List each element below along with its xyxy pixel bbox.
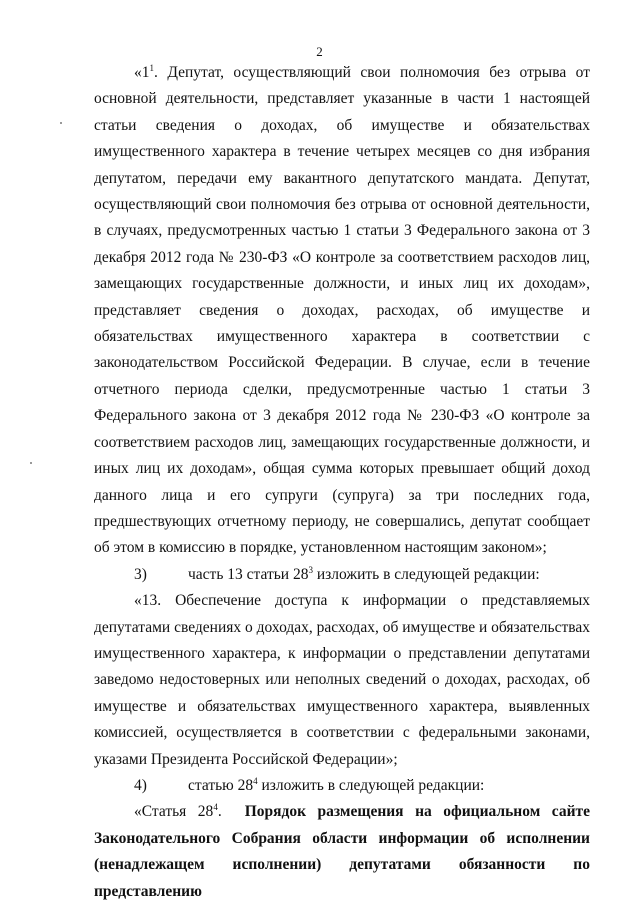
article-title: Порядок размещения на официальном сайте Законодательного Собрания области информации об исполнении (ненадлежащем исполнении) депутатами обязанности по представлению [94, 803, 590, 900]
list-item-4 [94, 773, 590, 799]
document-body [94, 60, 590, 905]
list-item-4-sup: 4 [253, 775, 258, 786]
list-item-3-text-before: часть 13 статьи 28 [188, 565, 309, 583]
list-item-3-text-after: изложить в следующей редакции: [312, 565, 540, 583]
paragraph-13: «13. Обеспечение доступа к информации о представляемых депутатами сведениях о доходах, расходах, об имуществе и обязательствах имущественного характера, к информации о представлении депутатами заведомо недостоверных или неполных сведений о доходах, расходах, об имуществе и обязательствах имущественного характера, выявленных комиссией, осуществляется в соответствии с федеральными законами, указами Президента Российской Федерации»; [94, 592, 590, 768]
article-prefix: «Статья 28 [134, 803, 214, 821]
list-item-3-sup: 3 [308, 564, 313, 575]
list-item-4-text-before: статью 28 [188, 776, 254, 794]
list-item-3 [94, 562, 590, 588]
paragraph-1-1-open: «1 [134, 64, 150, 81]
scan-speck [30, 462, 32, 464]
list-item-4-text [188, 773, 484, 799]
paragraph-1-1-sup: 1 [149, 62, 154, 73]
article-heading [94, 799, 590, 905]
page-number: 2 [316, 44, 323, 59]
list-item-4-text-after: изложить в следующей редакции: [257, 776, 485, 794]
paragraph-1-1-text: . Депутат, осуществляющий свои полномочия без отрыва от основной деятельности, представляет указанные в части 1 настоящей статьи сведения о доходах, об имуществе и обязательствах имущественного характера в течение четырех месяцев со дня избрания депутатом, передачи ему вакантного депутатского мандата. Депутат, осуществляющий свои полномочия без отрыва от основной деятельности, в случаях, предусмотренных частью 1 статьи 3 Федерального закона от 3 декабря 2012 года № 230-ФЗ «О контроле за соответствием расходов лиц, замещающих государственные должности, и иных лиц их доходам», представляет сведения о доходах, расходах, об имуществе и обязательствах имущественного характера в соответствии с законодательством Российской Федерации. В случае, если в течение отчетного периода сделки, предусмотренные частью 1 статьи 3 Федерального закона от 3 декабря 2012 года № 230-ФЗ «О контроле за соответствием расходов лиц, замещающих государственные должности, и иных лиц их доходам», общая сумма которых превышает общий доход данного лица и его супруги (супруга) за три последних года, предшествующих отчетному периоду, не совершались, депутат сообщает об этом в комиссию в порядке, установленном настоящим законом»; [94, 64, 590, 557]
paragraph-1-1 [94, 60, 590, 562]
list-item-3-number: 3) [134, 565, 147, 583]
list-item-4-number: 4) [134, 776, 147, 794]
scan-speck [60, 122, 62, 124]
article-dot: . [217, 803, 222, 821]
article-sup: 4 [213, 802, 218, 813]
list-item-3-text [188, 562, 540, 588]
